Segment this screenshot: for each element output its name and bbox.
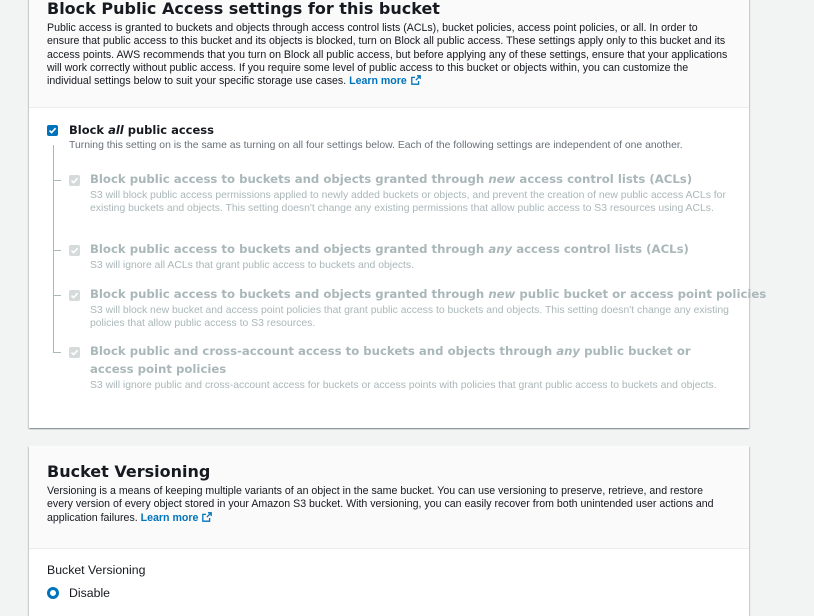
bucket-versioning-description: Versioning is a means of keeping multiple variants of an object in the same bucket. You can use versioning to preserve, retrieve, and restore every version of every object stored in your Amazon S3 bucket. With versioning, you can easily recover from both unintended user actions and application failures. Learn more bbox=[47, 485, 714, 524]
checkmark-icon bbox=[70, 246, 79, 255]
bucket-versioning-header bbox=[29, 446, 749, 549]
block-new-policies-description: S3 will block new bucket and access point policies that grant public access to buckets and objects. This setting doesn't change any existing policies that allow public access to S3 resources. bbox=[90, 305, 729, 330]
external-link-icon bbox=[411, 75, 421, 85]
block-public-access-title: Block Public Access settings for this bucket bbox=[47, 0, 440, 18]
block-new-policies-checkbox[interactable] bbox=[69, 290, 80, 301]
tree-branch bbox=[53, 295, 61, 296]
block-cross-account-description: S3 will ignore public and cross-account access for buckets or access points with policies that grant public access to buckets and objects. bbox=[90, 380, 717, 391]
block-new-policies-label[interactable]: Block public access to buckets and objects granted through new public bucket or access point policies bbox=[90, 287, 767, 301]
tree-connector bbox=[53, 145, 54, 353]
block-all-public-access-label[interactable]: Block all public access bbox=[69, 123, 214, 137]
bucket-versioning-panel bbox=[29, 446, 749, 616]
block-cross-account-label[interactable]: Block public and cross-account access to buckets and objects through any public bucket or access point policies bbox=[90, 344, 691, 376]
block-all-public-access-checkbox[interactable] bbox=[47, 125, 58, 136]
block-public-access-header bbox=[29, 0, 749, 108]
tree-branch bbox=[53, 250, 61, 251]
checkmark-icon bbox=[70, 348, 79, 357]
block-new-acls-description: S3 will block public access permissions applied to newly added buckets or objects, and prevent the creation of new public access ACLs for existing buckets and objects. This setting doesn't change any existing permissions that allow public access to S3 resources using ACLs. bbox=[90, 190, 726, 215]
learn-more-link[interactable]: Learn more bbox=[349, 75, 421, 87]
versioning-disable-radio[interactable] bbox=[47, 587, 59, 599]
tree-branch bbox=[53, 180, 61, 181]
block-all-public-access-description: Turning this setting on is the same as turning on all four settings below. Each of the following settings are independent of one another. bbox=[69, 140, 683, 151]
versioning-disable-label[interactable]: Disable bbox=[69, 586, 111, 600]
block-any-acls-label[interactable]: Block public access to buckets and objects granted through any access control lists (ACLs) bbox=[90, 242, 689, 256]
tree-branch bbox=[53, 352, 61, 353]
block-cross-account-checkbox[interactable] bbox=[69, 347, 80, 358]
checkmark-icon bbox=[48, 126, 57, 135]
block-new-acls-label[interactable]: Block public access to buckets and objects granted through new access control lists (ACLs) bbox=[90, 172, 693, 186]
external-link-icon bbox=[202, 512, 212, 522]
block-public-access-description: Public access is granted to buckets and objects through access control lists (ACLs), bucket policies, access point policies, or all. In order to ensure that public access to this bucket and its objects is blocked, turn on Block all public access. These settings apply only to this bucket and its access points. AWS recommends that you turn on Block all public access, but before applying any of these settings, ensure that your applications will work correctly without public access. If you require some level of public access to this bucket or objects within, you can customize the individual settings below to suit your specific storage use cases. Learn more bbox=[47, 22, 728, 88]
block-any-acls-checkbox[interactable] bbox=[69, 245, 80, 256]
checkmark-icon bbox=[70, 291, 79, 300]
bucket-versioning-title: Bucket Versioning bbox=[47, 462, 211, 481]
checkmark-icon bbox=[70, 176, 79, 185]
learn-more-link[interactable]: Learn more bbox=[141, 512, 213, 524]
bucket-versioning-field-label: Bucket Versioning bbox=[47, 563, 146, 577]
block-any-acls-description: S3 will ignore all ACLs that grant public access to buckets and objects. bbox=[90, 260, 415, 271]
block-new-acls-checkbox[interactable] bbox=[69, 175, 80, 186]
